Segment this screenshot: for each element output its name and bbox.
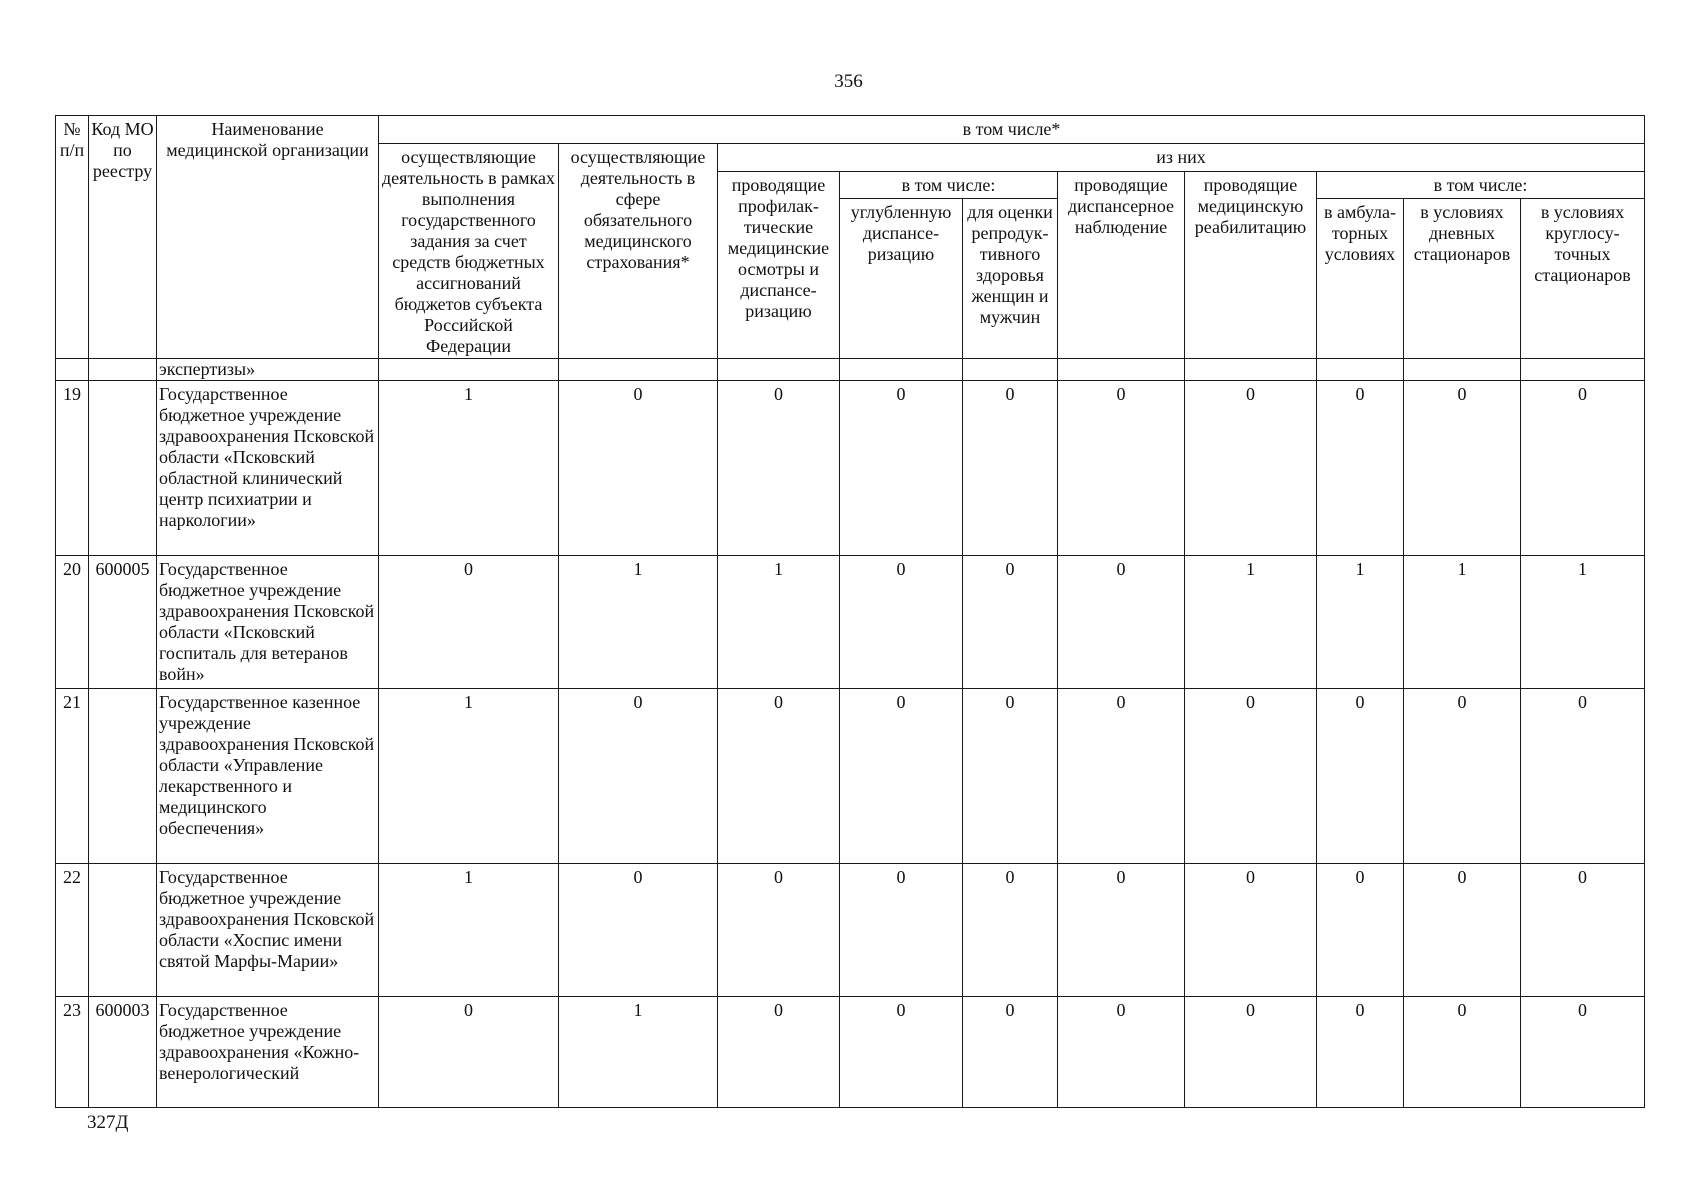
header-deep: углубленную диспансеризацию [840, 199, 963, 359]
value-repro: 0 [963, 556, 1058, 689]
table-header [56, 116, 1645, 359]
page-number: 356 [834, 71, 863, 92]
header-disp: проводящие диспансерное наблюдение [1058, 172, 1185, 359]
medical-organizations-table [55, 115, 1645, 1108]
value-day: 1 [1404, 556, 1521, 689]
row-name: Государственное бюджетное учреждение здравоохранения Псковской области «Псковский областной клинический центр психиатрии и наркологии» [157, 381, 379, 556]
value-disp: 0 [1058, 381, 1185, 556]
value-amb: 0 [1317, 689, 1404, 864]
row-num: 23 [56, 997, 89, 1108]
value-budget: 1 [379, 381, 559, 556]
value-amb: 0 [1317, 864, 1404, 997]
value-deep: 0 [840, 864, 963, 997]
value-round: 1 [1521, 556, 1645, 689]
value-amb: 1 [1317, 556, 1404, 689]
header-name: Наименование медицинской организации [157, 116, 379, 359]
value-day: 0 [1404, 689, 1521, 864]
value-rehab: 1 [1185, 556, 1317, 689]
value-day: 0 [1404, 381, 1521, 556]
table-row [56, 997, 1645, 1108]
value-amb: 0 [1317, 997, 1404, 1108]
value-prof: 1 [718, 556, 840, 689]
value-oms: 0 [559, 689, 718, 864]
document-code: 327Д [87, 1112, 129, 1133]
value-disp: 0 [1058, 864, 1185, 997]
value-budget: 0 [379, 556, 559, 689]
value-day: 0 [1404, 864, 1521, 997]
header-amb: в амбулаторных условиях [1317, 199, 1404, 359]
value-prof: 0 [718, 864, 840, 997]
table-row [56, 864, 1645, 997]
value-amb: 0 [1317, 381, 1404, 556]
value-oms: 0 [559, 381, 718, 556]
value-repro: 0 [963, 997, 1058, 1108]
value-disp: 0 [1058, 997, 1185, 1108]
value-deep: 0 [840, 556, 963, 689]
value-rehab: 0 [1185, 381, 1317, 556]
header-oms: осуществляющие деятельность в сфере обязательного медицинского страхования* [559, 144, 718, 359]
value-prof: 0 [718, 997, 840, 1108]
header-of-them: из них [718, 144, 1645, 172]
header-including: в том числе* [379, 116, 1645, 144]
value-repro: 0 [963, 864, 1058, 997]
row-num: 22 [56, 864, 89, 997]
row-num: 19 [56, 381, 89, 556]
value-rehab: 0 [1185, 864, 1317, 997]
value-round: 0 [1521, 864, 1645, 997]
header-num: № п/п [56, 116, 89, 359]
header-including-colon: в том числе: [840, 172, 1058, 199]
header-including-colon-2: в том числе: [1317, 172, 1645, 199]
row-code: 600005 [89, 556, 157, 689]
value-day: 0 [1404, 997, 1521, 1108]
row-code [89, 689, 157, 864]
header-prof: проводящие профилактические медицинские осмотры и диспансеризацию [718, 172, 840, 359]
row-name: Государственное бюджетное учреждение здравоохранения Псковской области «Хоспис имени святой Марфы-Марии» [157, 864, 379, 997]
value-repro: 0 [963, 381, 1058, 556]
value-oms: 1 [559, 556, 718, 689]
value-repro: 0 [963, 689, 1058, 864]
row-code [89, 381, 157, 556]
header-repro: для оценки репродуктивного здоровья женщин и мужчин [963, 199, 1058, 359]
value-budget: 0 [379, 997, 559, 1108]
table-row [56, 689, 1645, 864]
value-disp: 0 [1058, 689, 1185, 864]
value-round: 0 [1521, 689, 1645, 864]
value-deep: 0 [840, 997, 963, 1108]
row-name: Государственное бюджетное учреждение здравоохранения «Кожно-венерологический [157, 997, 379, 1108]
value-round: 0 [1521, 997, 1645, 1108]
row-name: Государственное бюджетное учреждение здравоохранения Псковской области «Псковский госпиталь для ветеранов войн» [157, 556, 379, 689]
row-name: Государственное казенное учреждение здравоохранения Псковской области «Управление лекарственного и медицинского обеспечения» [157, 689, 379, 864]
row-name: экспертизы» [157, 359, 379, 381]
row-num: 21 [56, 689, 89, 864]
value-budget: 1 [379, 689, 559, 864]
value-prof: 0 [718, 381, 840, 556]
header-round: в условиях круглосуточных стационаров [1521, 199, 1645, 359]
value-rehab: 0 [1185, 689, 1317, 864]
row-code [89, 864, 157, 997]
row-code: 600003 [89, 997, 157, 1108]
value-oms: 1 [559, 997, 718, 1108]
value-disp: 0 [1058, 556, 1185, 689]
value-budget: 1 [379, 864, 559, 997]
table-row-continuation [56, 359, 1645, 381]
value-oms: 0 [559, 864, 718, 997]
value-prof: 0 [718, 689, 840, 864]
table-row [56, 381, 1645, 556]
header-day: в условиях дневных стационаров [1404, 199, 1521, 359]
row-num: 20 [56, 556, 89, 689]
value-round: 0 [1521, 381, 1645, 556]
header-code: Код МО по реестру [89, 116, 157, 359]
table-row [56, 556, 1645, 689]
header-budget: осуществляющие деятельность в рамках выполнения государственного задания за счет средств бюджетных ассигнований бюджетов субъекта Российской Федерации [379, 144, 559, 359]
value-deep: 0 [840, 381, 963, 556]
value-deep: 0 [840, 689, 963, 864]
value-rehab: 0 [1185, 997, 1317, 1108]
header-rehab: проводящие медицинскую реабилитацию [1185, 172, 1317, 359]
